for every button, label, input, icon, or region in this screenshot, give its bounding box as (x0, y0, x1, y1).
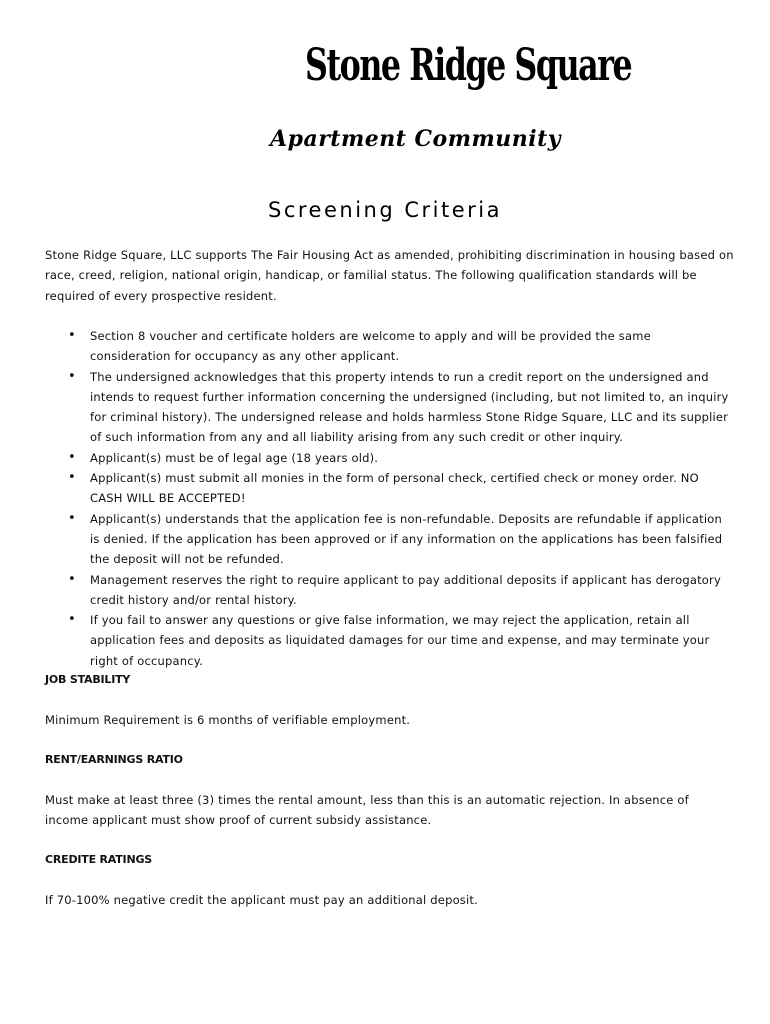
bullet-icon: • (68, 612, 76, 628)
list-item (0, 468, 735, 509)
bullet-icon: • (68, 470, 76, 486)
bullet-icon: • (68, 571, 76, 587)
bullet-icon: • (68, 328, 76, 343)
page-title: Screening Criteria (268, 198, 502, 222)
list-item (0, 570, 735, 611)
section-heading-credit-ratings: CREDITE RATINGS (45, 853, 153, 866)
list-item (0, 326, 735, 367)
section-heading-job-stability: JOB STABILITY (45, 673, 131, 686)
intro-paragraph: Stone Ridge Square, LLC supports The Fair Housing Act as amended, prohibiting discrimination in housing based on race, creed, religion, national origin, handicap, or familial status. The following qualification standards will be required of every prospective resident. (45, 248, 734, 303)
list-item-text: Applicant(s) must be of legal age (18 years old). (90, 450, 379, 465)
list-item-text: Applicant(s) must submit all monies in the form of personal check, certified check or money order. NO CASH WILL BE ACCEPTED! (90, 471, 699, 506)
section-heading-rent-earnings-ratio: RENT/EARNINGS RATIO (45, 753, 183, 766)
list-item-text: Section 8 voucher and certificate holders are welcome to apply and will be provided the same consideration for occupancy as any other applicant. (90, 329, 651, 364)
list-item-text: If you fail to answer any questions or give false information, we may reject the application, retain all application fees and deposits as liquidated damages for our time and expense, and may terminate your right of occupancy. (90, 613, 710, 668)
logo-title: Stone Ridge Square (305, 40, 632, 91)
logo-subtitle: Apartment Community (270, 126, 562, 152)
list-item-text: Applicant(s) understands that the application fee is non-refundable. Deposits are refundable if application is denied. If the application has been approved or if any information on the applications has been falsified the deposit will not be refunded. (90, 511, 723, 567)
criteria-list (0, 326, 735, 671)
logo (270, 40, 632, 165)
list-item (0, 610, 735, 671)
list-item (0, 448, 735, 468)
list-item (0, 367, 735, 448)
list-item-text: Management reserves the right to require applicant to pay additional deposits if applicant has derogatory credit history and/or rental history. (90, 572, 721, 607)
list-item-text: The undersigned acknowledges that this property intends to run a credit report on the undersigned and intends to request further information concerning the undersigned (including, but not limited to, an inquiry for criminal history). The undersigned release and holds harmless Stone Ridge Square, LLC and its supplier of such information from any and all liability arising from any such credit or other inquiry. (90, 369, 729, 445)
bullet-icon: • (68, 510, 76, 526)
list-item (0, 509, 735, 570)
section-text-job-stability: Minimum Requirement is 6 months of verifiable employment. (45, 713, 411, 727)
section-text-credit-ratings: If 70-100% negative credit the applicant must pay an additional deposit. (45, 893, 478, 907)
bullet-icon: • (68, 368, 76, 384)
bullet-icon: • (68, 449, 76, 465)
section-text-rent-earnings-ratio: Must make at least three (3) times the rental amount, less than this is an automatic rejection. In absence of income applicant must show proof of current subsidy assistance. (45, 793, 689, 828)
